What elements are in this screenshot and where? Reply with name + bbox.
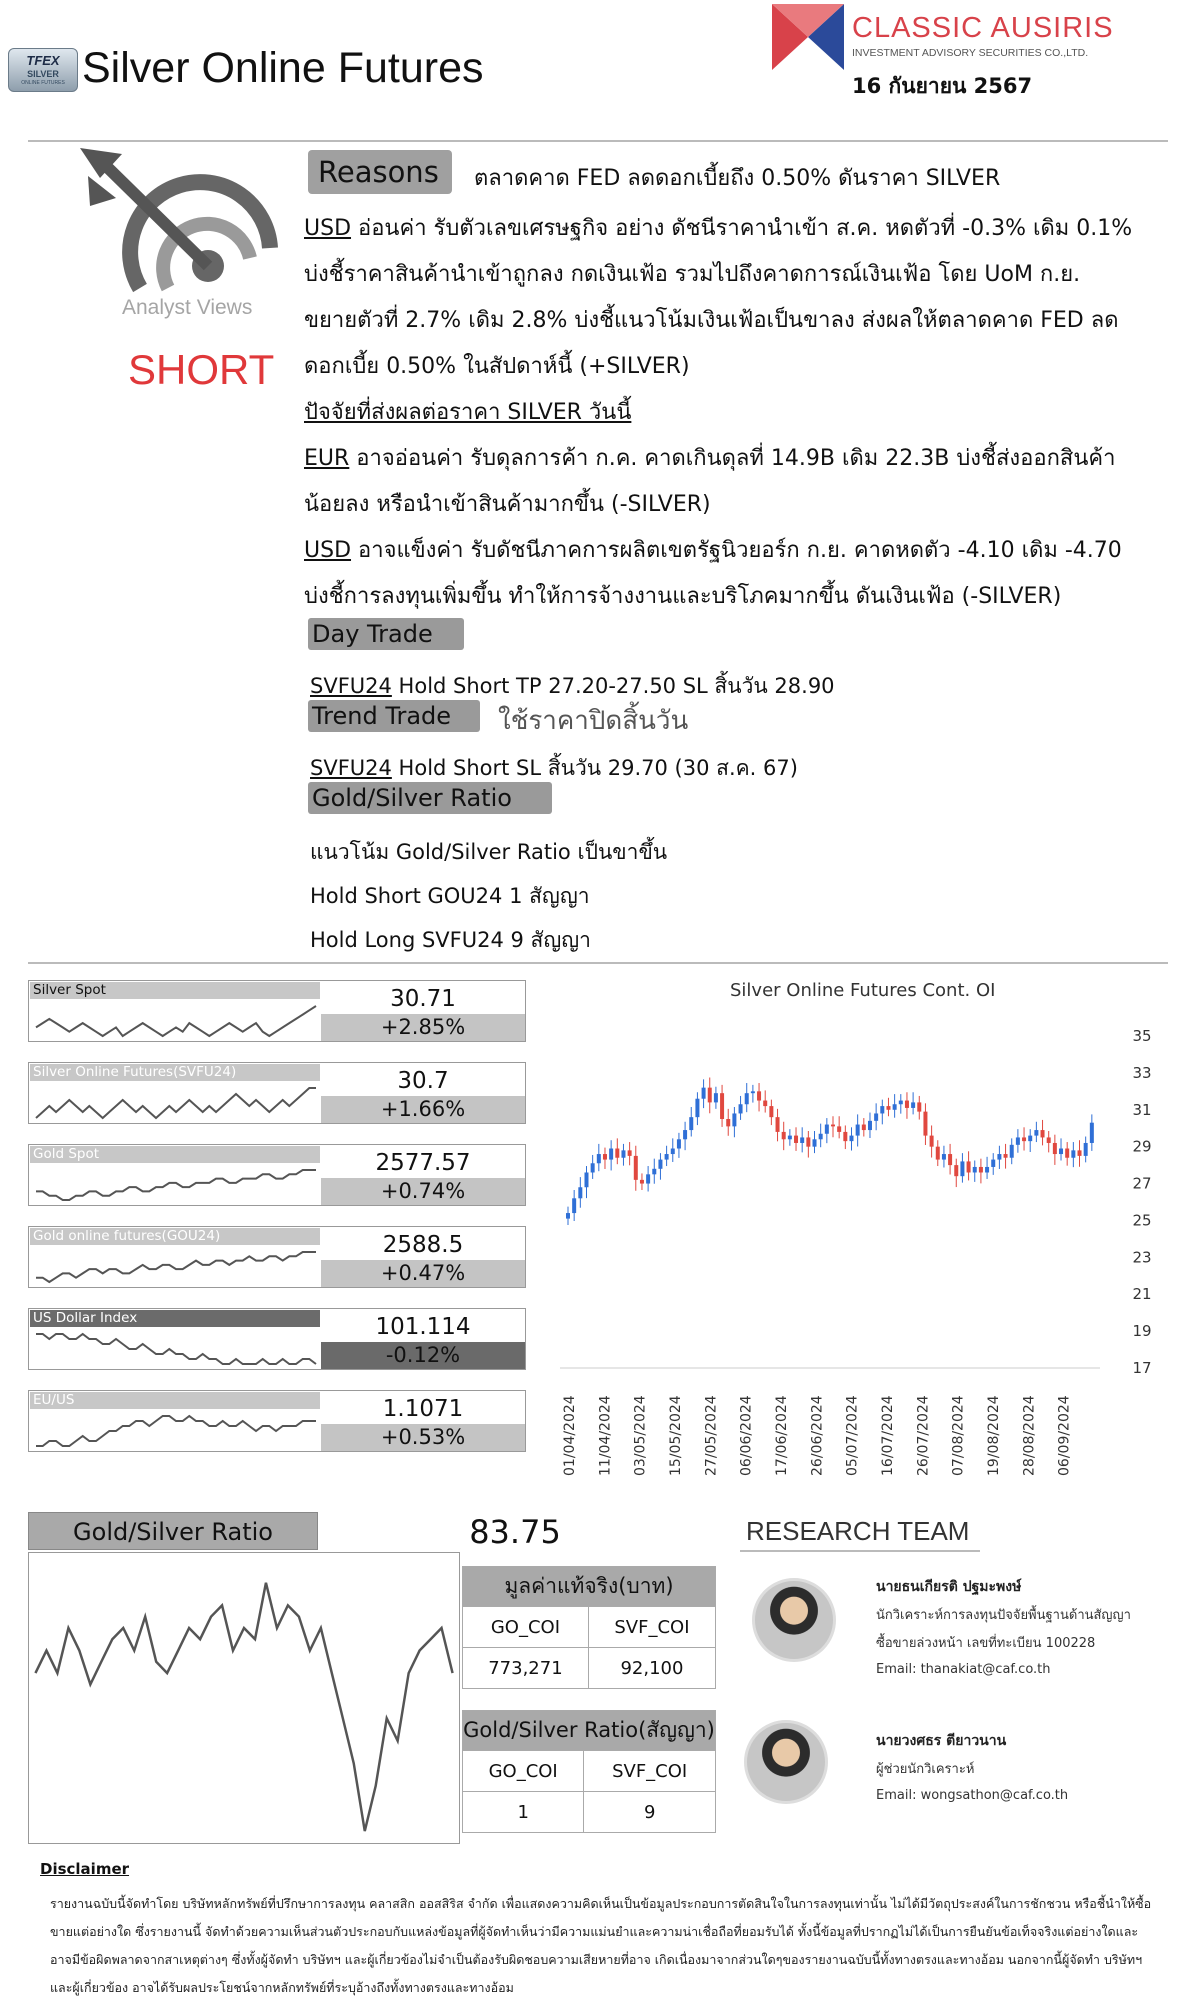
usd-line-3: ขยายตัวที่ 2.7% เดิม 2.8% บ่งชี้แนวโน้มเงินเฟ้อเป็นขาลง ส่งผลให้ตลาดคาด FED ลด xyxy=(304,308,1119,333)
tfex-logo-line1: TFEX xyxy=(26,53,60,68)
oi-candle xyxy=(930,1136,934,1147)
oi-candle xyxy=(794,1136,798,1143)
oi-y-tick: 17 xyxy=(1132,1359,1152,1377)
market-tile-name: EU/US xyxy=(30,1392,320,1409)
usd-line-2: บ่งชี้ราคาสินค้านำเข้าถูกลง กดเงินเฟ้อ รวมไปถึงคาดการณ์เงินเฟ้อ โดย UoM ก.ย. xyxy=(304,262,1081,287)
market-tile-value: 30.7 xyxy=(397,1068,449,1094)
ratio-table-col2: SVF_COI xyxy=(584,1751,716,1792)
oi-candle xyxy=(1004,1154,1008,1158)
oi-candle xyxy=(720,1093,724,1119)
value-table-val1: 773,271 xyxy=(463,1648,589,1689)
oi-candle xyxy=(634,1156,638,1180)
oi-x-tick: 07/08/2024 xyxy=(950,1395,967,1476)
day-trade-pill: Day Trade xyxy=(308,618,464,650)
eur-line-1: อาจอ่อนค่า รับดุลการค้า ก.ค. คาดเกินดุลที่ 14.9B เดิม 22.3B บ่งชี้ส่งออกสินค้า xyxy=(349,446,1116,471)
oi-candle xyxy=(899,1101,903,1105)
oi-candle xyxy=(973,1167,977,1173)
market-tile xyxy=(28,1144,526,1206)
value-table-col1: GO_COI xyxy=(463,1607,589,1648)
market-tile-value: 2588.5 xyxy=(382,1232,464,1258)
value-table-title: มูลค่าแท้จริง(บาท) xyxy=(463,1567,716,1607)
oi-x-tick: 15/05/2024 xyxy=(668,1395,684,1476)
target-arrow-icon xyxy=(80,148,280,296)
oi-candle xyxy=(578,1187,582,1198)
gold-silver-pill: Gold/Silver Ratio xyxy=(308,782,552,814)
market-tile-value: 2577.57 xyxy=(375,1150,471,1176)
oi-x-tick: 17/06/2024 xyxy=(774,1395,790,1476)
factors-title: ปัจจัยที่ส่งผลต่อราคา SILVER วันนี้ xyxy=(304,400,632,425)
oi-candle xyxy=(726,1119,730,1126)
oi-candle xyxy=(572,1198,576,1213)
oi-x-tick: 27/05/2024 xyxy=(703,1395,720,1476)
oi-candle xyxy=(609,1149,613,1160)
page-title: Silver Online Futures xyxy=(82,44,484,92)
analyst-2-name: นายวงศธร ตียาวนาน xyxy=(876,1733,1007,1749)
oi-candle xyxy=(708,1088,712,1103)
day-trade-text: Hold Short TP 27.20-27.50 SL สิ้นวัน 28.90 xyxy=(391,674,835,698)
oi-x-tick: 19/08/2024 xyxy=(986,1395,1002,1476)
ratio-table-val1: 1 xyxy=(463,1792,584,1833)
oi-candle xyxy=(960,1161,964,1176)
oi-candle xyxy=(615,1149,619,1158)
usd2-line-2: บ่งชี้การลงทุนเพิ่มขึ้น ทำให้การจ้างงานและบริโภคมากขึ้น ดันเงินเฟ้อ (-SILVER) xyxy=(304,584,1062,609)
disclaimer-title: Disclaimer xyxy=(40,1860,130,1878)
oi-x-tick: 03/05/2024 xyxy=(632,1395,649,1476)
usd-line-1: อ่อนค่า รับตัวเลขเศรษฐกิจ อย่าง ดัชนีราคานำเข้า ส.ค. หดตัวที่ -0.3% เดิม 0.1% xyxy=(351,216,1133,241)
usd2-line-1: อาจแข็งค่า รับดัชนีภาคการผลิตเขตรัฐนิวยอร์ก ก.ย. คาดหดตัว -4.10 เดิม -4.70 xyxy=(351,538,1122,563)
oi-candle xyxy=(628,1150,632,1156)
analyst-view-value: SHORT xyxy=(128,346,275,393)
market-tile-sparkline xyxy=(32,1328,320,1368)
oi-candle xyxy=(979,1167,983,1173)
oi-candle xyxy=(689,1117,693,1130)
oi-x-tick: 28/08/2024 xyxy=(1021,1395,1038,1476)
sparkline-path xyxy=(36,1088,316,1118)
ratio-table-val2: 9 xyxy=(584,1792,716,1833)
ratio-table-col1: GO_COI xyxy=(463,1751,584,1792)
oi-candle xyxy=(739,1104,743,1113)
oi-candle xyxy=(702,1088,706,1099)
oi-candle xyxy=(905,1101,909,1108)
oi-candle xyxy=(640,1180,644,1184)
oi-candle xyxy=(763,1101,767,1107)
sparkline-path xyxy=(36,1416,316,1446)
oi-x-tick: 06/09/2024 xyxy=(1056,1395,1073,1476)
analyst-views-label: Analyst Views xyxy=(122,296,253,319)
tfex-logo-line3: ONLINE FUTURES xyxy=(21,80,65,86)
oi-y-tick: 19 xyxy=(1132,1322,1152,1341)
gold-silver-line-1: แนวโน้ม Gold/Silver Ratio เป็นขาขึ้น xyxy=(310,840,668,864)
oi-x-tick: 11/04/2024 xyxy=(597,1395,614,1476)
reasons-headline: ตลาดคาด FED ลดดอกเบี้ยถึง 0.50% ดันราคา SILVER xyxy=(474,166,1001,191)
trend-trade-line xyxy=(310,752,798,785)
oi-candle xyxy=(621,1150,625,1157)
oi-candle xyxy=(1078,1150,1082,1156)
oi-candle xyxy=(967,1161,971,1172)
sparkline-path xyxy=(36,1006,316,1036)
analyst-1-avatar xyxy=(752,1578,836,1662)
oi-candle xyxy=(597,1154,601,1163)
value-table xyxy=(462,1566,716,1689)
oi-candle xyxy=(591,1163,595,1172)
market-tile-change: +0.74% xyxy=(321,1178,525,1205)
market-tile-sparkline xyxy=(32,1000,320,1040)
oi-candle xyxy=(1016,1137,1020,1144)
oi-candle xyxy=(923,1112,927,1136)
value-table-val2: 92,100 xyxy=(588,1648,715,1689)
oi-candle xyxy=(893,1104,897,1110)
oi-candle xyxy=(1010,1145,1014,1158)
oi-chart xyxy=(560,1012,1172,1482)
analyst-2-avatar xyxy=(744,1720,828,1804)
brand-subtitle: INVESTMENT ADVISORY SECURITIES CO.,LTD. xyxy=(852,47,1089,59)
oi-candle xyxy=(849,1136,853,1142)
oi-candle xyxy=(880,1106,884,1113)
oi-chart-title: Silver Online Futures Cont. OI xyxy=(730,980,996,1001)
usd-paragraph xyxy=(304,206,1154,620)
oi-candle xyxy=(603,1154,607,1160)
oi-candle xyxy=(936,1147,940,1160)
oi-candle xyxy=(948,1154,952,1165)
usd2-tag: USD xyxy=(304,538,352,563)
oi-candle xyxy=(665,1154,669,1160)
market-tile-sparkline xyxy=(32,1246,320,1286)
trend-trade-symbol: SVFU24 xyxy=(310,756,392,780)
report-date: 16 กันยายน 2567 xyxy=(852,74,1033,98)
brand-name: CLASSIC AUSIRIS xyxy=(852,12,1114,44)
ratio-table xyxy=(462,1710,716,1833)
oi-candle xyxy=(997,1154,1001,1160)
gold-silver-line-2: Hold Short GOU24 1 สัญญา xyxy=(310,884,590,908)
oi-y-tick: 33 xyxy=(1132,1063,1152,1082)
gsr-value: 83.75 xyxy=(469,1513,561,1551)
oi-candle xyxy=(1028,1136,1032,1142)
market-tile-value: 101.114 xyxy=(375,1314,471,1340)
reasons-pill: Reasons xyxy=(308,150,452,194)
oi-candle xyxy=(732,1113,736,1126)
oi-candle xyxy=(677,1139,681,1148)
tfex-logo xyxy=(8,48,78,92)
oi-candle xyxy=(745,1093,749,1104)
oi-candle xyxy=(911,1102,915,1108)
oi-candle xyxy=(991,1160,995,1167)
oi-candle xyxy=(819,1134,823,1140)
oi-candle xyxy=(825,1125,829,1134)
oi-candle xyxy=(584,1172,588,1187)
market-tile-name: Gold online futures(GOU24) xyxy=(30,1228,320,1245)
oi-candle xyxy=(782,1132,786,1139)
trend-trade-pill: Trend Trade xyxy=(308,700,480,732)
oi-candle xyxy=(658,1160,662,1169)
oi-y-tick: 23 xyxy=(1132,1248,1152,1267)
oi-candle xyxy=(831,1125,835,1127)
oi-candle xyxy=(714,1093,718,1102)
oi-candle xyxy=(813,1139,817,1146)
sparkline-path xyxy=(36,1252,316,1282)
eur-line-2: น้อยลง หรือนำเข้าสินค้ามากขึ้น (-SILVER) xyxy=(304,492,711,517)
oi-candle xyxy=(954,1165,958,1176)
market-tile xyxy=(28,1226,526,1288)
oi-candle xyxy=(837,1126,841,1132)
oi-candle xyxy=(1053,1143,1057,1154)
analyst-1-name: นายธนเกียรติ ปฐมะพงษ์ xyxy=(876,1579,1022,1595)
oi-x-tick: 05/07/2024 xyxy=(844,1395,861,1476)
oi-x-tick: 26/06/2024 xyxy=(809,1395,826,1476)
analyst-2-email[interactable]: Email: wongsathon@caf.co.th xyxy=(876,1788,1069,1803)
oi-candle xyxy=(1065,1149,1069,1158)
market-tile-change: +1.66% xyxy=(321,1096,525,1123)
market-tile-change: -0.12% xyxy=(321,1342,525,1369)
day-trade-line xyxy=(310,670,835,703)
oi-candle xyxy=(757,1091,761,1100)
market-tile-change: +2.85% xyxy=(321,1014,525,1041)
divider xyxy=(740,1550,980,1552)
market-tile-name: Silver Online Futures(SVFU24) xyxy=(30,1064,320,1081)
value-table-col2: SVF_COI xyxy=(588,1607,715,1648)
market-tile-sparkline xyxy=(32,1082,320,1122)
oi-candle xyxy=(843,1132,847,1141)
usd-line-4: ดอกเบี้ย 0.50% ในสัปดาห์นี้ (+SILVER) xyxy=(304,354,690,379)
market-tile xyxy=(28,1062,526,1124)
disclaimer-body: รายงานฉบับนี้จัดทำโดย บริษัทหลักทรัพย์ที่ปรึกษาการลงทุน คลาสสิก ออสสิริส จำกัด เพื่อแสดงความคิดเห็นเป็นข้อมูลประกอบการตัดสินใจในการลงทุนเท่านั้น ไม่ได้มีวัตถุประสงค์ในการชักชวน หรือชี้นำให้ซื้อขายแต่อย่างใด ซึ่งรายงานนี้ จัดทำด้วยความเห็นส่วนตัวประกอบกับแหล่งข้อมูลที่ผู้จัดทำเห็นว่ามีความแม่นยำและความน่าเชื่อถือที่ยอมรับได้ ทั้งนี้ข้อมูลที่ปรากฏไม่ได้เป็นการยืนยันข้อเท็จจริงแต่อย่างใดและอาจมีข้อผิดพลาดจากสาเหตุต่างๆ ซึ่งทั้งผู้จัดทำ บริษัทฯ และผู้เกี่ยวข้องไม่จำเป็นต้องรับผิดชอบความเสียหายที่อาจ เกิดเนื่องมาจากส่วนใดๆของรายงานฉบับนี้ทั้งทางตรงและทางอ้อม นอกจากนี้ผู้จัดทำ บริษัทฯ และผู้เกี่ยวข้อง อาจได้รับผลประโยชน์จากหลักทรัพย์ที่ระบุอ้างถึงทั้งทางตรงและทางอ้อม xyxy=(50,1896,1152,1995)
market-tile-value: 1.1071 xyxy=(382,1396,464,1422)
market-tile-name: US Dollar Index xyxy=(30,1310,320,1327)
divider xyxy=(28,962,1168,964)
oi-candle xyxy=(769,1106,773,1117)
oi-candle xyxy=(671,1149,675,1155)
oi-candle xyxy=(862,1125,866,1131)
market-tile-sparkline xyxy=(32,1410,320,1450)
oi-x-tick: 01/04/2024 xyxy=(562,1395,578,1476)
oi-candle xyxy=(1084,1143,1088,1156)
oi-candle xyxy=(695,1099,699,1117)
market-tile-change: +0.47% xyxy=(321,1260,525,1287)
oi-candle xyxy=(652,1169,656,1175)
day-trade-symbol: SVFU24 xyxy=(310,674,392,698)
oi-candle xyxy=(800,1137,804,1143)
analyst-1-email[interactable]: Email: thanakiat@caf.co.th xyxy=(876,1662,1051,1677)
trend-trade-text: Hold Short SL สิ้นวัน 29.70 (30 ส.ค. 67) xyxy=(391,756,798,780)
oi-y-tick: 25 xyxy=(1132,1211,1152,1230)
oi-candle xyxy=(566,1213,570,1219)
gsr-line xyxy=(35,1583,452,1831)
oi-x-tick: 26/07/2024 xyxy=(915,1395,932,1476)
market-tile-name: Silver Spot xyxy=(30,982,320,999)
oi-x-tick: 06/06/2024 xyxy=(738,1395,755,1476)
eur-tag: EUR xyxy=(304,446,350,471)
market-tile-sparkline xyxy=(32,1164,320,1204)
gold-silver-line-3: Hold Long SVFU24 9 สัญญา xyxy=(310,928,591,952)
oi-candle xyxy=(806,1137,810,1146)
oi-y-tick: 27 xyxy=(1132,1174,1152,1193)
market-tile-name: Gold Spot xyxy=(30,1146,320,1163)
oi-candle xyxy=(985,1167,989,1173)
usd-tag: USD xyxy=(304,216,352,241)
market-tile-value: 30.71 xyxy=(390,986,456,1012)
market-tile xyxy=(28,980,526,1042)
oi-y-tick: 31 xyxy=(1132,1100,1152,1119)
research-team-title: RESEARCH TEAM xyxy=(746,1516,970,1546)
oi-y-tick: 29 xyxy=(1132,1137,1152,1156)
oi-candle xyxy=(788,1136,792,1140)
oi-candle xyxy=(1047,1137,1051,1143)
market-tile-change: +0.53% xyxy=(321,1424,525,1451)
tfex-logo-line2: SILVER xyxy=(27,69,59,79)
oi-candle xyxy=(1022,1137,1026,1141)
analyst-2-role: ผู้ช่วยนักวิเคราะห์ xyxy=(876,1762,975,1777)
oi-candle xyxy=(1090,1123,1094,1143)
gsr-chart xyxy=(28,1552,460,1844)
oi-candle xyxy=(917,1102,921,1111)
brand-logo-icon xyxy=(772,4,844,70)
oi-candle xyxy=(776,1117,780,1132)
oi-x-tick: 16/07/2024 xyxy=(880,1395,896,1476)
oi-candle xyxy=(1059,1149,1063,1155)
market-tile xyxy=(28,1390,526,1452)
oi-candle xyxy=(646,1174,650,1183)
oi-candle xyxy=(942,1154,946,1160)
oi-candle xyxy=(683,1130,687,1139)
oi-y-tick: 35 xyxy=(1132,1027,1152,1045)
oi-candle xyxy=(868,1121,872,1130)
gsr-title: Gold/Silver Ratio xyxy=(28,1512,318,1550)
oi-candle xyxy=(1071,1150,1075,1157)
oi-candle xyxy=(856,1125,860,1136)
oi-candle xyxy=(1034,1130,1038,1136)
sparkline-path xyxy=(36,1334,316,1364)
oi-candle xyxy=(874,1113,878,1120)
oi-y-tick: 21 xyxy=(1132,1285,1152,1304)
oi-candle xyxy=(1041,1130,1045,1137)
trend-trade-note: ใช้ราคาปิดสิ้นวัน xyxy=(498,706,689,736)
market-tile xyxy=(28,1308,526,1370)
sparkline-path xyxy=(36,1170,316,1200)
oi-candle xyxy=(886,1106,890,1110)
analyst-1-role2: ซื้อขายล่วงหน้า เลขที่ทะเบียน 100228 xyxy=(876,1636,1096,1651)
ratio-table-title: Gold/Silver Ratio(สัญญา) xyxy=(463,1711,716,1751)
analyst-1-role: นักวิเคราะห์การลงทุนปัจจัยพื้นฐานด้านสัญญา xyxy=(876,1608,1131,1623)
oi-candle xyxy=(751,1091,755,1093)
divider xyxy=(28,140,1168,142)
